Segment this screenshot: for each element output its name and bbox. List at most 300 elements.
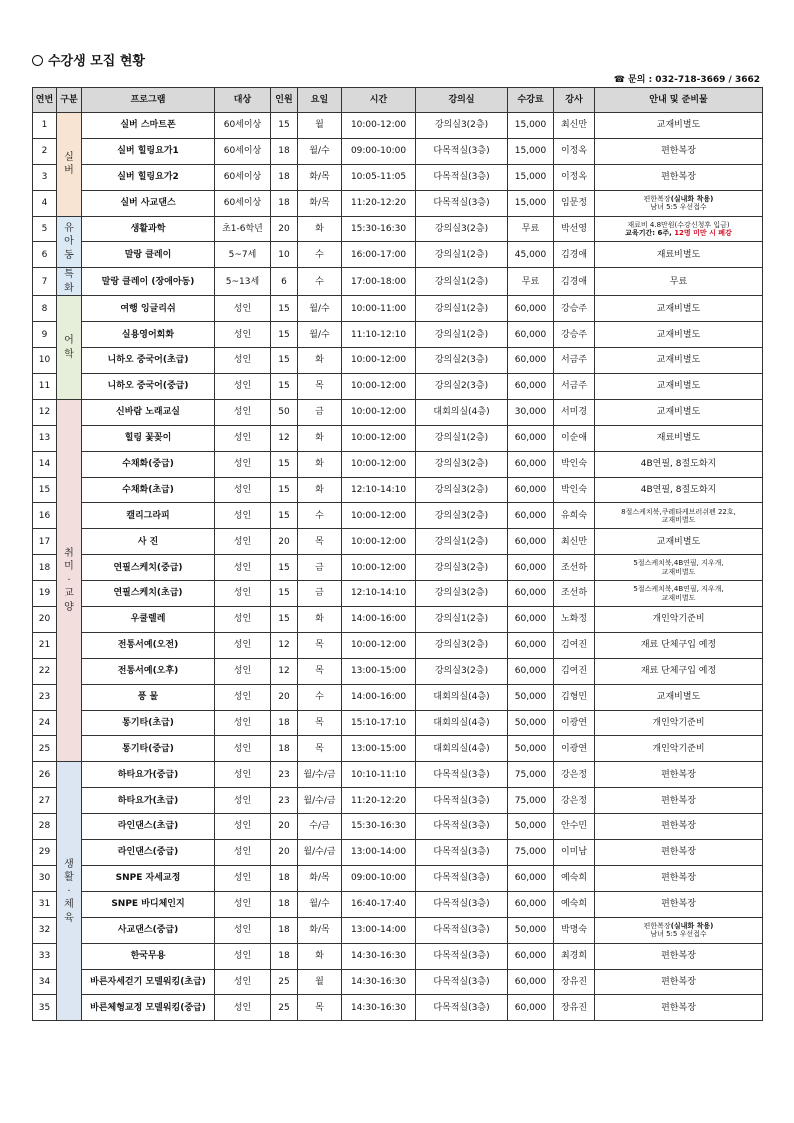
- table-cell: 18: [271, 164, 298, 190]
- table-cell: 성인: [215, 425, 271, 451]
- table-cell: 다목적실(3층): [416, 943, 508, 969]
- category-cell: 어 학: [57, 296, 82, 400]
- note-cell: 편한복장: [595, 865, 763, 891]
- note-text: 8절스케치북,쿠레타케브러쉬펜 22호,: [621, 507, 736, 516]
- table-cell: SNPE 바디체인지: [82, 891, 215, 917]
- table-cell: 12:10-14:10: [342, 477, 416, 503]
- table-cell: 20: [271, 216, 298, 242]
- note-cell: 교재비별도: [595, 348, 763, 374]
- note-cell: [595, 581, 763, 607]
- table-cell: 10:00-11:00: [342, 296, 416, 322]
- table-row: [33, 710, 763, 736]
- header-cell: 인원: [271, 88, 298, 113]
- table-cell: 60,000: [508, 891, 554, 917]
- table-cell: 박선영: [554, 216, 595, 242]
- table-cell: 25: [271, 969, 298, 995]
- table-cell: 강승주: [554, 322, 595, 348]
- note-cell: 교재비별도: [595, 399, 763, 425]
- note-text: 편한복장: [643, 921, 671, 930]
- table-cell: 니하오 중국어(중급): [82, 374, 215, 400]
- table-row: [33, 296, 763, 322]
- table-cell: 캘리그라피: [82, 503, 215, 529]
- table-cell: 15,000: [508, 113, 554, 139]
- table-cell: 월/수: [298, 138, 342, 164]
- table-row: [33, 164, 763, 190]
- table-cell: 성인: [215, 658, 271, 684]
- table-cell: 서금주: [554, 374, 595, 400]
- note-text: 교육기간: 6주,: [625, 229, 675, 237]
- table-cell: 09:00-10:00: [342, 138, 416, 164]
- table-row: [33, 242, 763, 268]
- table-cell: 성인: [215, 762, 271, 788]
- table-cell: 수: [298, 684, 342, 710]
- table-cell: 실용영어회화: [82, 322, 215, 348]
- table-cell: 강의실1(2층): [416, 529, 508, 555]
- table-cell: 75,000: [508, 788, 554, 814]
- table-cell: 20: [271, 684, 298, 710]
- table-cell: 20: [271, 529, 298, 555]
- table-cell: 이광연: [554, 736, 595, 762]
- table-row: [33, 943, 763, 969]
- table-cell: 18: [271, 865, 298, 891]
- table-cell: 성인: [215, 607, 271, 633]
- table-cell: 강의실3(2층): [416, 658, 508, 684]
- note-text: 편한복장: [643, 194, 671, 203]
- note-cell: 개인악기준비: [595, 607, 763, 633]
- table-cell: 60세이상: [215, 164, 271, 190]
- table-cell: 월/수/금: [298, 840, 342, 866]
- table-cell: 성인: [215, 296, 271, 322]
- table-cell: 최경희: [554, 943, 595, 969]
- table-cell: 다목적실(3층): [416, 865, 508, 891]
- table-cell: 15:10-17:10: [342, 710, 416, 736]
- table-cell: 성인: [215, 788, 271, 814]
- table-cell: 니하오 중국어(초급): [82, 348, 215, 374]
- table-cell: 7: [33, 268, 57, 296]
- note-cell: 재료 단체구입 예정: [595, 632, 763, 658]
- table-row: [33, 322, 763, 348]
- table-cell: 서금주: [554, 348, 595, 374]
- table-cell: 6: [271, 268, 298, 296]
- table-cell: 무료: [508, 268, 554, 296]
- table-cell: 17:00-18:00: [342, 268, 416, 296]
- table-row: [33, 917, 763, 943]
- table-cell: 50,000: [508, 684, 554, 710]
- table-row: [33, 762, 763, 788]
- header-cell: 요일: [298, 88, 342, 113]
- table-cell: 여행 잉글리쉬: [82, 296, 215, 322]
- table-cell: 성인: [215, 477, 271, 503]
- table-cell: 23: [271, 788, 298, 814]
- table-cell: 수: [298, 268, 342, 296]
- table-cell: 23: [33, 684, 57, 710]
- table-cell: 박인숙: [554, 451, 595, 477]
- table-cell: 성인: [215, 451, 271, 477]
- table-cell: 월/수: [298, 891, 342, 917]
- table-cell: 성인: [215, 710, 271, 736]
- table-row: [33, 814, 763, 840]
- table-row: [33, 425, 763, 451]
- table-cell: 50,000: [508, 736, 554, 762]
- table-cell: 박명숙: [554, 917, 595, 943]
- table-cell: 32: [33, 917, 57, 943]
- table-cell: 풍 물: [82, 684, 215, 710]
- note-text: 교재비별도: [661, 567, 696, 576]
- table-cell: 다목적실(3층): [416, 190, 508, 216]
- header-cell: 시간: [342, 88, 416, 113]
- note-cell: 편한복장: [595, 891, 763, 917]
- table-cell: 다목적실(3층): [416, 969, 508, 995]
- table-cell: 성인: [215, 995, 271, 1021]
- table-row: [33, 684, 763, 710]
- table-row: [33, 374, 763, 400]
- table-cell: 화/목: [298, 164, 342, 190]
- table-cell: 다목적실(3층): [416, 762, 508, 788]
- note-cell: 재료 단체구입 예정: [595, 658, 763, 684]
- table-cell: 성인: [215, 348, 271, 374]
- table-cell: 17: [33, 529, 57, 555]
- header-cell: 수강료: [508, 88, 554, 113]
- table-cell: 23: [271, 762, 298, 788]
- table-cell: 16: [33, 503, 57, 529]
- table-cell: 25: [33, 736, 57, 762]
- table-cell: 3: [33, 164, 57, 190]
- table-cell: 목: [298, 710, 342, 736]
- table-cell: 60세이상: [215, 190, 271, 216]
- table-cell: SNPE 자세교정: [82, 865, 215, 891]
- table-cell: 김경애: [554, 268, 595, 296]
- table-cell: 강의실1(2층): [416, 242, 508, 268]
- note-cell: 개인악기준비: [595, 710, 763, 736]
- table-cell: 다목적실(3층): [416, 164, 508, 190]
- table-cell: 다목적실(3층): [416, 995, 508, 1021]
- table-cell: 라인댄스(초급): [82, 814, 215, 840]
- table-cell: 수채화(중급): [82, 451, 215, 477]
- table-cell: 31: [33, 891, 57, 917]
- table-row: [33, 138, 763, 164]
- table-cell: 박인숙: [554, 477, 595, 503]
- table-cell: 실버 힐링요가2: [82, 164, 215, 190]
- table-cell: 18: [33, 555, 57, 581]
- table-cell: 10: [271, 242, 298, 268]
- table-cell: 다목적실(3층): [416, 891, 508, 917]
- table-cell: 15:30-16:30: [342, 216, 416, 242]
- table-cell: 성인: [215, 581, 271, 607]
- table-cell: 4: [33, 190, 57, 216]
- table-cell: 14:00-16:00: [342, 607, 416, 633]
- table-cell: 11: [33, 374, 57, 400]
- table-cell: 14:30-16:30: [342, 969, 416, 995]
- header-cell: 안내 및 준비물: [595, 88, 763, 113]
- table-row: [33, 190, 763, 216]
- category-cell: 특 화: [57, 268, 82, 296]
- table-cell: 18: [271, 736, 298, 762]
- table-cell: 10:00-12:00: [342, 503, 416, 529]
- table-cell: 15: [271, 581, 298, 607]
- table-cell: 21: [33, 632, 57, 658]
- table-cell: 강의실3(2층): [416, 113, 508, 139]
- table-cell: 통기타(초급): [82, 710, 215, 736]
- table-cell: 월/수: [298, 296, 342, 322]
- note-text: (실내화 착용): [670, 921, 714, 930]
- note-cell: 개인악기준비: [595, 736, 763, 762]
- table-cell: 목: [298, 995, 342, 1021]
- table-cell: 김여진: [554, 632, 595, 658]
- note-cell: 편한복장: [595, 138, 763, 164]
- table-cell: 16:40-17:40: [342, 891, 416, 917]
- table-cell: 초1-6학년: [215, 216, 271, 242]
- note-text: 5절스케치북,4B연필, 지우개,: [633, 585, 724, 594]
- table-cell: 14:30-16:30: [342, 995, 416, 1021]
- table-cell: 하타요가(중급): [82, 762, 215, 788]
- header-cell: 강의실: [416, 88, 508, 113]
- table-cell: 최신만: [554, 529, 595, 555]
- table-cell: 강의실1(2층): [416, 425, 508, 451]
- category-cell: 실 버: [57, 113, 82, 217]
- table-cell: 10:00-12:00: [342, 399, 416, 425]
- table-row: [33, 399, 763, 425]
- table-cell: 월: [298, 113, 342, 139]
- table-cell: 예숙희: [554, 891, 595, 917]
- table-cell: 월/수/금: [298, 762, 342, 788]
- page-title: [32, 50, 145, 69]
- table-cell: 이광연: [554, 710, 595, 736]
- table-cell: 50,000: [508, 814, 554, 840]
- table-cell: 장유진: [554, 969, 595, 995]
- table-cell: 34: [33, 969, 57, 995]
- table-cell: 60,000: [508, 581, 554, 607]
- table-cell: 이정옥: [554, 164, 595, 190]
- table-cell: 18: [271, 190, 298, 216]
- table-cell: 13:00-14:00: [342, 840, 416, 866]
- table-cell: 60,000: [508, 607, 554, 633]
- note-cell: 교재비별도: [595, 684, 763, 710]
- note-cell: [595, 917, 763, 943]
- note-text: 12명 미만 시 폐강: [674, 229, 732, 237]
- table-cell: 60,000: [508, 374, 554, 400]
- table-cell: 12: [33, 399, 57, 425]
- table-cell: 75,000: [508, 840, 554, 866]
- table-cell: 바른체형교정 모델워킹(중급): [82, 995, 215, 1021]
- table-cell: 이미남: [554, 840, 595, 866]
- table-cell: 월/수: [298, 322, 342, 348]
- table-cell: 힐링 꽃꽂이: [82, 425, 215, 451]
- contact-info: ☎ 문의 : 032-718-3669 / 3662: [613, 75, 760, 85]
- note-cell: 편한복장: [595, 995, 763, 1021]
- table-cell: 화/목: [298, 917, 342, 943]
- table-cell: 김여진: [554, 658, 595, 684]
- table-cell: 성인: [215, 917, 271, 943]
- table-cell: 생활과학: [82, 216, 215, 242]
- table-cell: 20: [33, 607, 57, 633]
- table-cell: 연필스케치(초급): [82, 581, 215, 607]
- note-cell: [595, 216, 763, 242]
- table-cell: 22: [33, 658, 57, 684]
- note-text: 남녀 5:5 우선접수: [650, 930, 707, 939]
- table-cell: 15: [271, 296, 298, 322]
- table-cell: 29: [33, 840, 57, 866]
- table-cell: 11:10-12:10: [342, 322, 416, 348]
- table-cell: 15: [271, 477, 298, 503]
- table-cell: 16:00-17:00: [342, 242, 416, 268]
- note-cell: 재료비별도: [595, 425, 763, 451]
- table-cell: 다목적실(3층): [416, 138, 508, 164]
- table-cell: 15: [271, 503, 298, 529]
- table-cell: 60,000: [508, 451, 554, 477]
- note-cell: 교재비별도: [595, 113, 763, 139]
- table-cell: 5~7세: [215, 242, 271, 268]
- note-cell: 교재비별도: [595, 529, 763, 555]
- note-cell: 교재비별도: [595, 374, 763, 400]
- table-cell: 15: [271, 113, 298, 139]
- table-cell: 60,000: [508, 503, 554, 529]
- table-cell: 전통서예(오후): [82, 658, 215, 684]
- table-cell: 14:30-16:30: [342, 943, 416, 969]
- table-cell: 성인: [215, 322, 271, 348]
- header-cell: 연번: [33, 88, 57, 113]
- table-cell: 18: [271, 138, 298, 164]
- table-cell: 13:00-15:00: [342, 658, 416, 684]
- table-cell: 신바람 노래교실: [82, 399, 215, 425]
- table-cell: 60,000: [508, 555, 554, 581]
- table-cell: 목: [298, 374, 342, 400]
- table-cell: 15,000: [508, 138, 554, 164]
- table-row: [33, 503, 763, 529]
- table-cell: 강의실3(2층): [416, 555, 508, 581]
- table-cell: 33: [33, 943, 57, 969]
- table-cell: 60,000: [508, 477, 554, 503]
- table-cell: 성인: [215, 865, 271, 891]
- note-text: 5절스케치북,4B연필, 지우개,: [633, 559, 724, 568]
- table-cell: 15,000: [508, 164, 554, 190]
- table-cell: 금: [298, 581, 342, 607]
- table-cell: 60,000: [508, 348, 554, 374]
- table-cell: 60,000: [508, 322, 554, 348]
- table-cell: 사교댄스(중급): [82, 917, 215, 943]
- table-row: [33, 268, 763, 296]
- note-cell: [595, 555, 763, 581]
- note-cell: 편한복장: [595, 164, 763, 190]
- table-cell: 성인: [215, 555, 271, 581]
- table-row: [33, 477, 763, 503]
- table-cell: 15,000: [508, 190, 554, 216]
- table-cell: 예숙희: [554, 865, 595, 891]
- table-row: [33, 581, 763, 607]
- table-cell: 10:00-12:00: [342, 555, 416, 581]
- table-cell: 화/목: [298, 190, 342, 216]
- table-cell: 성인: [215, 943, 271, 969]
- note-cell: [595, 190, 763, 216]
- table-cell: 성인: [215, 814, 271, 840]
- table-row: [33, 788, 763, 814]
- table-cell: 25: [271, 995, 298, 1021]
- table-cell: 15: [33, 477, 57, 503]
- table-cell: 말랑 클레이: [82, 242, 215, 268]
- note-cell: 편한복장: [595, 969, 763, 995]
- table-cell: 대회의실(4층): [416, 736, 508, 762]
- table-cell: 화: [298, 348, 342, 374]
- table-cell: 19: [33, 581, 57, 607]
- table-cell: 60세이상: [215, 113, 271, 139]
- table-row: [33, 216, 763, 242]
- table-cell: 강의실1(2층): [416, 268, 508, 296]
- table-cell: 60,000: [508, 632, 554, 658]
- table-cell: 60,000: [508, 969, 554, 995]
- note-cell: 편한복장: [595, 840, 763, 866]
- table-cell: 50,000: [508, 917, 554, 943]
- category-cell: 취 미 · 교 양: [57, 399, 82, 761]
- table-cell: 35: [33, 995, 57, 1021]
- table-cell: 13:00-15:00: [342, 736, 416, 762]
- table-cell: 15:30-16:30: [342, 814, 416, 840]
- table-cell: 14: [33, 451, 57, 477]
- table-row: [33, 607, 763, 633]
- table-row: [33, 840, 763, 866]
- table-cell: 11:20-12:20: [342, 190, 416, 216]
- table-cell: 대회의실(4층): [416, 684, 508, 710]
- table-cell: 김형민: [554, 684, 595, 710]
- table-cell: 28: [33, 814, 57, 840]
- table-row: [33, 348, 763, 374]
- table-cell: 성인: [215, 736, 271, 762]
- header-cell: 대상: [215, 88, 271, 113]
- table-cell: 서미경: [554, 399, 595, 425]
- table-cell: 27: [33, 788, 57, 814]
- note-text: 남녀 5:5 우선접수: [650, 203, 707, 212]
- note-cell: 무료: [595, 268, 763, 296]
- table-cell: 통기타(중급): [82, 736, 215, 762]
- table-cell: 10:00-12:00: [342, 348, 416, 374]
- table-cell: 강의실1(2층): [416, 296, 508, 322]
- table-cell: 강의실2(3층): [416, 348, 508, 374]
- table-cell: 15: [271, 322, 298, 348]
- table-cell: 성인: [215, 632, 271, 658]
- table-cell: 13: [33, 425, 57, 451]
- table-cell: 월: [298, 969, 342, 995]
- table-cell: 바른자세걷기 모델워킹(초급): [82, 969, 215, 995]
- table-cell: 10:00-12:00: [342, 451, 416, 477]
- table-cell: 수: [298, 242, 342, 268]
- table-cell: 10:05-11:05: [342, 164, 416, 190]
- table-cell: 45,000: [508, 242, 554, 268]
- table-cell: 강은정: [554, 762, 595, 788]
- table-cell: 60,000: [508, 658, 554, 684]
- note-text: 교재비별도: [661, 515, 696, 524]
- table-cell: 60세이상: [215, 138, 271, 164]
- course-table: [32, 87, 763, 1021]
- table-cell: 강의실2(3층): [416, 374, 508, 400]
- table-cell: 12:10-14:10: [342, 581, 416, 607]
- table-cell: 강의실1(2층): [416, 322, 508, 348]
- table-cell: 18: [271, 943, 298, 969]
- table-cell: 목: [298, 529, 342, 555]
- table-cell: 금: [298, 399, 342, 425]
- category-cell: 생 활 · 체 육: [57, 762, 82, 1021]
- note-cell: [595, 503, 763, 529]
- table-cell: 강의실3(2층): [416, 477, 508, 503]
- table-cell: 실버 사교댄스: [82, 190, 215, 216]
- table-cell: 화: [298, 451, 342, 477]
- note-cell: 편한복장: [595, 762, 763, 788]
- table-cell: 목: [298, 632, 342, 658]
- table-row: [33, 451, 763, 477]
- note-cell: 편한복장: [595, 788, 763, 814]
- table-cell: 대회의실(4층): [416, 399, 508, 425]
- table-cell: 60,000: [508, 865, 554, 891]
- table-cell: 말랑 클레이 (장애아동): [82, 268, 215, 296]
- table-cell: 10:00-12:00: [342, 632, 416, 658]
- table-row: [33, 969, 763, 995]
